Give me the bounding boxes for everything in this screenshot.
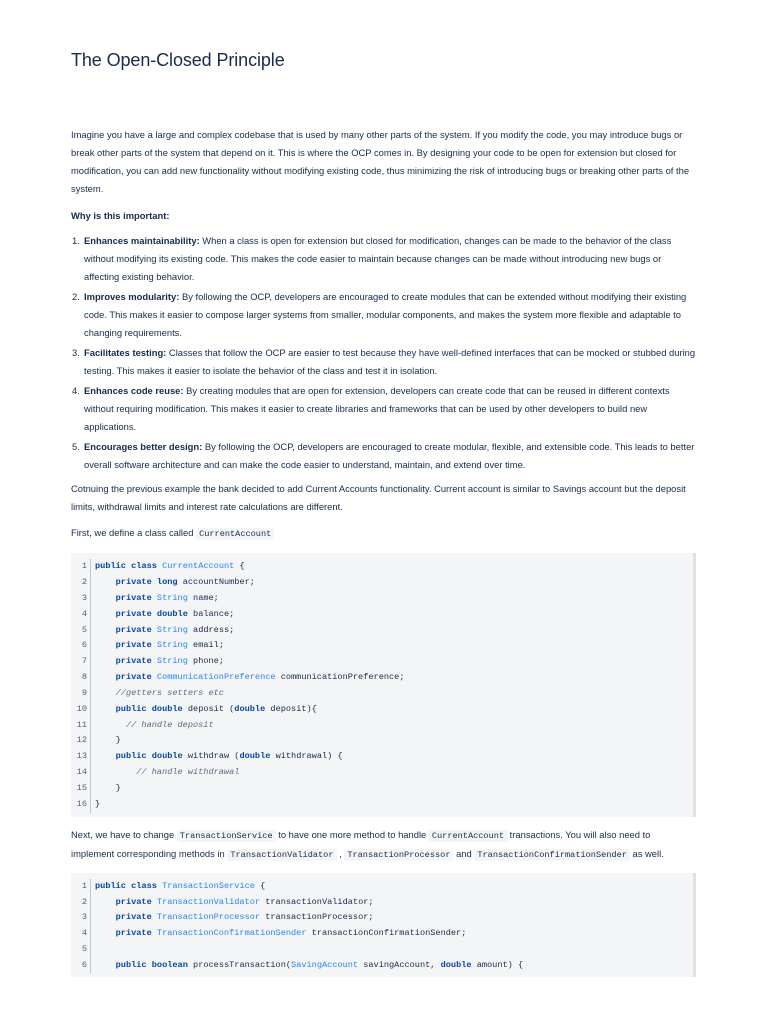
line-number: 11 bbox=[76, 719, 87, 730]
list-item-label: Improves modularity: bbox=[84, 291, 180, 302]
code-line bbox=[95, 797, 404, 813]
line-number: 1 bbox=[81, 880, 87, 891]
intro-paragraph: Imagine you have a large and complex codebase that is used by many other parts of the system. If you modify the code, you may introduce bugs or break other parts of the system that depend on it. This is where the OCP comes in. By designing your code to be open for extension but closed for modification, you can add new functionality without modifying existing code, thus minimizing the risk of introducing bugs or breaking other parts of the system. bbox=[71, 129, 690, 194]
code-keyword: double bbox=[440, 959, 472, 970]
code-text: deposit){ bbox=[265, 703, 317, 714]
code-type: String bbox=[156, 656, 188, 667]
code-type: TransactionService bbox=[162, 880, 255, 891]
line-number: 15 bbox=[76, 783, 87, 794]
code-text: savingAccount, bbox=[358, 959, 441, 970]
next-paragraph bbox=[71, 826, 696, 864]
list-item bbox=[71, 288, 696, 343]
code-keyword: private bbox=[115, 592, 152, 603]
code-keyword: private bbox=[115, 640, 152, 651]
code-text bbox=[95, 640, 116, 650]
code-text bbox=[95, 609, 116, 619]
list-item-label: Facilitates testing: bbox=[84, 347, 167, 358]
code-line bbox=[95, 926, 523, 942]
code-keyword: public bbox=[115, 751, 147, 762]
code-text bbox=[95, 751, 116, 761]
code-keyword: double bbox=[156, 608, 188, 619]
code-line bbox=[95, 686, 404, 702]
list-item bbox=[71, 232, 696, 287]
code-type: String bbox=[156, 640, 188, 651]
code-type: SavingAccount bbox=[291, 959, 359, 970]
list-number: 5. bbox=[72, 440, 80, 452]
code-comment: //getters setters etc bbox=[115, 687, 224, 698]
code-text: transactionConfirmationSender; bbox=[306, 928, 467, 939]
next-text: and bbox=[453, 847, 475, 859]
list-item-text: By creating modules that are open for extension, developers can create code that can be reused in different contexts without requiring modification. This makes it easier to create libraries and frameworks that can be used by other developers to build new applications. bbox=[84, 384, 670, 433]
code-type: CurrentAccount bbox=[162, 561, 235, 572]
code-keyword: class bbox=[131, 561, 157, 572]
continuing-paragraph: Cotnuing the previous example the bank decided to add Current Accounts functionality. Current account is similar to Savings account but the deposit limits, withdrawal limits and interest rate calculations are different. bbox=[71, 483, 686, 513]
list-item bbox=[71, 382, 696, 437]
list-item-label: Enhances maintainability: bbox=[84, 235, 200, 246]
code-text: email; bbox=[187, 640, 224, 651]
line-number: 3 bbox=[81, 592, 87, 603]
code-keyword: public bbox=[115, 703, 147, 714]
code-text bbox=[95, 928, 116, 938]
code-line bbox=[95, 638, 404, 654]
code-keyword: private bbox=[115, 928, 152, 939]
code-text bbox=[95, 656, 116, 666]
code-block-transaction-service bbox=[71, 873, 696, 977]
next-text: to have one more method to handle bbox=[275, 828, 429, 840]
inline-code: TransactionService bbox=[177, 830, 276, 842]
code-line bbox=[95, 942, 523, 958]
code-text: withdrawal) { bbox=[270, 751, 343, 762]
code-text: balance; bbox=[187, 608, 235, 619]
list-item-text: Classes that follow the OCP are easier to test because they have well-defined interfaces that can be mocked or stubbed during testing. This makes it easier to isolate the behavior of the class and test it in isolation. bbox=[84, 347, 696, 377]
line-numbers bbox=[71, 879, 91, 973]
code-line bbox=[95, 623, 404, 639]
code-type: TransactionProcessor bbox=[156, 912, 261, 923]
list-item-text: By following the OCP, developers are encouraged to create modular, flexible, and extensible code. This leads to better overall software architecture and can make the code easier to understand, maintain, and extend over time. bbox=[84, 440, 695, 470]
line-number: 1 bbox=[81, 561, 87, 572]
code-line bbox=[95, 733, 404, 749]
line-number: 13 bbox=[76, 751, 87, 762]
code-keyword: double bbox=[239, 751, 271, 762]
list-item-label: Enhances code reuse: bbox=[84, 384, 184, 396]
code-text: } bbox=[95, 783, 121, 794]
code-comment: // handle deposit bbox=[125, 719, 214, 730]
code-keyword: private bbox=[115, 656, 152, 667]
code-content bbox=[91, 559, 404, 813]
code-line bbox=[95, 910, 523, 926]
code-line bbox=[95, 670, 404, 686]
code-line bbox=[95, 781, 404, 797]
code-type: CommunicationPreference bbox=[156, 672, 276, 683]
list-number: 1. bbox=[72, 235, 80, 246]
code-keyword: public bbox=[95, 880, 126, 891]
line-number: 9 bbox=[81, 687, 87, 698]
first-define-text: First, we define a class called bbox=[71, 527, 197, 539]
code-text bbox=[95, 672, 116, 682]
code-keyword: private bbox=[115, 896, 152, 907]
inline-code: TransactionProcessor bbox=[344, 849, 453, 861]
line-number: 5 bbox=[81, 624, 87, 635]
code-text: { bbox=[254, 880, 266, 891]
code-comment: // handle withdrawal bbox=[136, 767, 240, 778]
code-type: String bbox=[156, 624, 188, 635]
line-number: 2 bbox=[81, 577, 87, 588]
list-item bbox=[71, 438, 696, 474]
code-line bbox=[95, 879, 523, 895]
code-text: address; bbox=[187, 624, 235, 635]
next-text: as well. bbox=[629, 847, 664, 859]
code-keyword: private bbox=[115, 912, 152, 923]
line-number: 3 bbox=[81, 912, 87, 923]
code-line bbox=[95, 702, 404, 718]
code-text: } bbox=[95, 735, 121, 746]
line-number: 4 bbox=[81, 608, 87, 619]
inline-code: CurrentAccount bbox=[196, 528, 274, 540]
code-line bbox=[95, 575, 404, 591]
code-keyword: long bbox=[156, 577, 178, 588]
code-text bbox=[95, 960, 116, 970]
line-number: 14 bbox=[76, 767, 87, 778]
line-number: 10 bbox=[76, 703, 87, 714]
code-keyword: class bbox=[131, 880, 157, 891]
code-type: String bbox=[156, 592, 188, 603]
why-heading: Why is this important: bbox=[71, 210, 170, 221]
code-line bbox=[95, 718, 404, 734]
code-text bbox=[95, 577, 116, 587]
inline-code: TransactionConfirmationSender bbox=[474, 849, 630, 861]
code-line bbox=[95, 958, 523, 974]
code-text bbox=[95, 897, 116, 907]
code-keyword: private bbox=[115, 624, 152, 635]
code-text: transactionProcessor; bbox=[260, 912, 374, 923]
code-line bbox=[95, 765, 404, 781]
code-text: withdraw ( bbox=[182, 751, 240, 762]
code-text: phone; bbox=[187, 656, 224, 667]
code-keyword: double bbox=[151, 703, 183, 714]
page-content bbox=[71, 126, 696, 977]
code-text: name; bbox=[187, 592, 219, 603]
line-number: 12 bbox=[76, 735, 87, 746]
code-line bbox=[95, 559, 404, 575]
line-numbers bbox=[71, 559, 91, 813]
list-item bbox=[71, 344, 696, 380]
code-keyword: public bbox=[95, 561, 126, 572]
list-item-label: Encourages better design: bbox=[84, 440, 203, 452]
code-text: processTransaction( bbox=[187, 959, 292, 970]
inline-code: TransactionValidator bbox=[227, 849, 336, 861]
line-number: 8 bbox=[81, 672, 87, 683]
list-number: 4. bbox=[72, 384, 80, 396]
list-item-text: By following the OCP, developers are encouraged to create modules that can be extended without modifying their existing code. This makes it easier to compose larger systems from smaller, modular components, and makes the system more flexible and adaptable to changing requirements. bbox=[84, 291, 687, 339]
line-number: 7 bbox=[81, 656, 87, 667]
code-line bbox=[95, 654, 404, 670]
line-number: 5 bbox=[81, 944, 87, 955]
code-text bbox=[95, 720, 126, 730]
list-item-text: When a class is open for extension but closed for modification, changes can be made to the behavior of the class without modifying its existing code. This makes the code easier to maintain because changes can be made without introducing new bugs or affecting existing behavior. bbox=[84, 235, 672, 283]
code-line bbox=[95, 607, 404, 623]
code-text bbox=[95, 704, 116, 714]
next-text: Next, we have to change bbox=[71, 828, 177, 840]
code-line bbox=[95, 895, 523, 911]
code-text bbox=[95, 688, 116, 698]
code-keyword: double bbox=[234, 703, 266, 714]
line-number: 6 bbox=[81, 640, 87, 651]
code-type: TransactionConfirmationSender bbox=[156, 928, 307, 939]
code-line bbox=[95, 591, 404, 607]
code-text bbox=[95, 625, 116, 635]
next-text: transactions. You will also need to implement corresponding methods in bbox=[71, 828, 651, 859]
first-define-paragraph bbox=[71, 524, 696, 543]
code-text: deposit ( bbox=[182, 703, 235, 714]
list-number: 3. bbox=[72, 347, 80, 358]
code-text: transactionValidator; bbox=[260, 896, 374, 907]
code-keyword: private bbox=[115, 672, 152, 683]
code-text: amount) { bbox=[471, 959, 524, 970]
code-block-current-account bbox=[71, 553, 696, 817]
page-title: The Open-Closed Principle bbox=[71, 50, 285, 70]
code-content bbox=[91, 879, 523, 973]
next-text: , bbox=[336, 847, 345, 859]
code-keyword: private bbox=[115, 577, 152, 588]
code-keyword: private bbox=[115, 608, 152, 619]
code-keyword: boolean bbox=[151, 959, 188, 970]
line-number: 2 bbox=[81, 896, 87, 907]
line-number: 16 bbox=[76, 798, 87, 809]
code-text: } bbox=[95, 798, 101, 809]
code-text: { bbox=[234, 561, 245, 572]
code-text bbox=[95, 912, 116, 922]
code-text: communicationPreference; bbox=[275, 672, 405, 683]
line-number: 6 bbox=[81, 959, 87, 970]
list-number: 2. bbox=[72, 291, 80, 302]
line-number: 4 bbox=[81, 928, 87, 939]
code-keyword: public bbox=[115, 959, 147, 970]
code-text bbox=[95, 767, 136, 777]
code-text: accountNumber; bbox=[177, 577, 255, 588]
code-keyword: double bbox=[151, 751, 183, 762]
inline-code: CurrentAccount bbox=[429, 830, 507, 842]
code-line bbox=[95, 749, 404, 765]
reasons-list bbox=[71, 232, 696, 474]
code-text bbox=[95, 593, 116, 603]
code-type: TransactionValidator bbox=[156, 896, 261, 907]
